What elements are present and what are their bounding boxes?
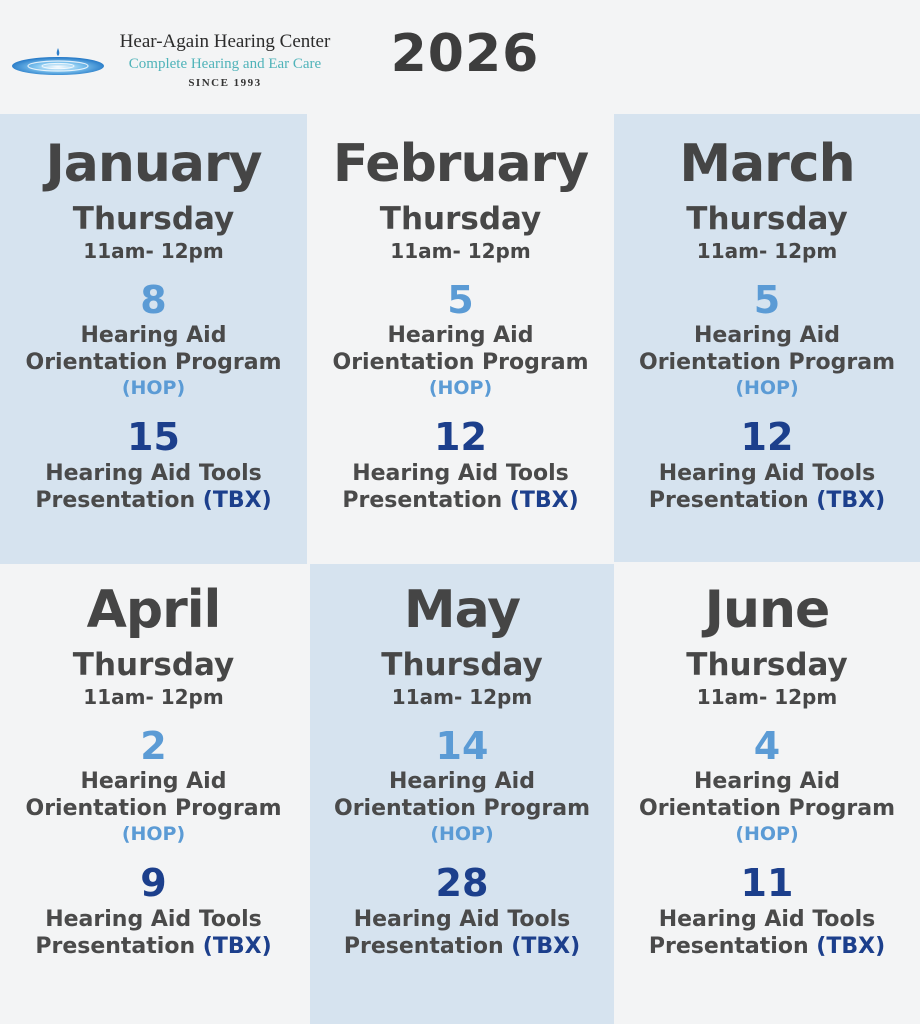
tbx-date: 28	[435, 861, 489, 905]
hop-title-line1: Hearing Aid	[694, 769, 840, 794]
hop-abbreviation: (HOP)	[121, 823, 186, 845]
hop-abbreviation: (HOP)	[430, 823, 494, 845]
tbx-abbreviation: (TBX)	[202, 488, 272, 513]
tbx-title-word: Presentation	[648, 934, 809, 959]
tbx-title-line1: Hearing Aid Tools	[658, 461, 876, 486]
tbx-title-line2	[310, 933, 614, 960]
hop-abbreviation: (HOP)	[428, 377, 493, 399]
tbx-title-line2	[0, 933, 307, 960]
hop-title-line1: Hearing Aid	[389, 769, 535, 794]
tbx-title-line1: Hearing Aid Tools	[45, 461, 262, 486]
tbx-title-line1: Hearing Aid Tools	[45, 907, 262, 932]
tbx-abbreviation: (TBX)	[202, 934, 272, 959]
tbx-title-word: Presentation	[343, 934, 504, 959]
weekday: Thursday	[686, 647, 848, 683]
hop-title-line2: Orientation Program	[25, 796, 282, 821]
weekday: Thursday	[72, 647, 235, 683]
time-range: 11am- 12pm	[391, 685, 533, 709]
tbx-title-line1: Hearing Aid Tools	[353, 907, 571, 932]
hop-title-line2: Orientation Program	[639, 350, 895, 375]
hop-title-line2: Orientation Program	[639, 796, 895, 821]
month-name: February	[332, 134, 589, 194]
weekday: Thursday	[686, 201, 848, 237]
tbx-date: 9	[140, 861, 167, 905]
month-cell-february	[307, 114, 614, 564]
since-year: SINCE 1993	[188, 77, 262, 89]
time-range: 11am- 12pm	[83, 685, 224, 709]
hop-date: 8	[140, 278, 167, 322]
weekday: Thursday	[72, 201, 235, 237]
hop-abbreviation: (HOP)	[121, 377, 186, 399]
weekday: Thursday	[381, 647, 543, 683]
hop-title-line1: Hearing Aid	[694, 323, 840, 348]
logo-text-block	[100, 30, 350, 92]
tagline: Complete Hearing and Ear Care	[128, 56, 322, 72]
month-cell-march	[614, 114, 920, 562]
header	[0, 0, 920, 114]
hop-date: 5	[753, 278, 781, 322]
tbx-abbreviation: (TBX)	[511, 934, 581, 959]
hop-abbreviation: (HOP)	[735, 823, 799, 845]
hop-date: 2	[140, 724, 167, 768]
month-cell-january	[0, 114, 307, 564]
tbx-abbreviation: (TBX)	[509, 488, 579, 513]
weekday: Thursday	[379, 201, 542, 237]
time-range: 11am- 12pm	[696, 685, 838, 709]
month-name: March	[679, 134, 855, 194]
tbx-abbreviation: (TBX)	[816, 934, 886, 959]
hop-title-line2: Orientation Program	[334, 796, 590, 821]
tbx-title-line2	[614, 933, 920, 960]
hop-date: 14	[435, 724, 489, 768]
tbx-title-word: Presentation	[35, 488, 196, 513]
time-range: 11am- 12pm	[696, 239, 838, 263]
tbx-date: 15	[127, 415, 180, 459]
tbx-title-line2	[307, 487, 614, 514]
tbx-title-line2	[614, 487, 920, 514]
tbx-title-line1: Hearing Aid Tools	[352, 461, 569, 486]
hop-abbreviation: (HOP)	[735, 377, 799, 399]
tbx-title-word: Presentation	[342, 488, 503, 513]
tbx-title-line1: Hearing Aid Tools	[658, 907, 876, 932]
tbx-title-word: Presentation	[35, 934, 196, 959]
time-range: 11am- 12pm	[390, 239, 531, 263]
hop-title-line1: Hearing Aid	[80, 323, 227, 348]
hop-date: 4	[753, 724, 781, 768]
tbx-abbreviation: (TBX)	[816, 488, 886, 513]
hop-title-line1: Hearing Aid	[80, 769, 227, 794]
tbx-title-word: Presentation	[648, 488, 809, 513]
month-cell-april	[0, 564, 307, 1024]
center-name: Hear-Again Hearing Center	[119, 31, 331, 52]
month-name: June	[704, 580, 830, 640]
water-drop-logo-icon	[10, 46, 106, 82]
tbx-date: 12	[434, 415, 487, 459]
month-name: May	[403, 580, 521, 640]
hop-title-line2: Orientation Program	[25, 350, 282, 375]
month-cell-june	[614, 564, 920, 1024]
month-name: January	[45, 134, 262, 194]
month-name: April	[86, 580, 221, 640]
tbx-date: 11	[740, 861, 794, 905]
time-range: 11am- 12pm	[83, 239, 224, 263]
month-cell-may	[310, 564, 614, 1024]
hop-title-line2: Orientation Program	[332, 350, 589, 375]
hop-title-line1: Hearing Aid	[387, 323, 534, 348]
hop-date: 5	[447, 278, 474, 322]
calendar-year: 2026	[390, 24, 540, 84]
tbx-date: 12	[740, 415, 794, 459]
tbx-title-line2	[0, 487, 307, 514]
